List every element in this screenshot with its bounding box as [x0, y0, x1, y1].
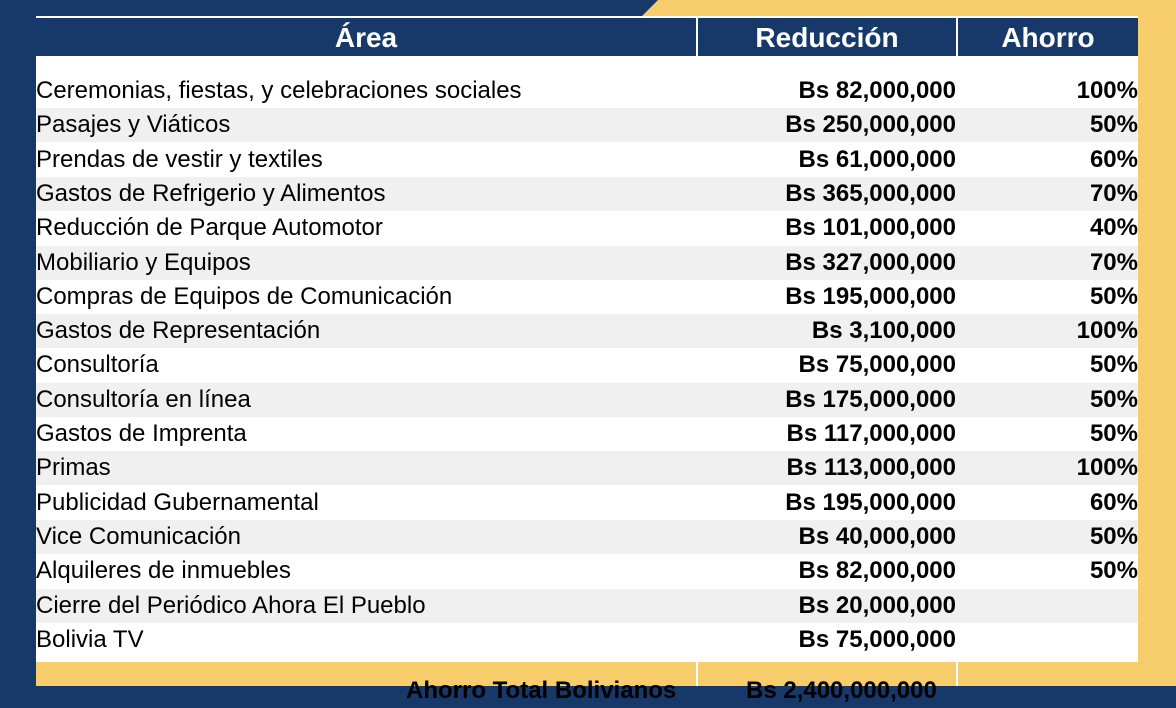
cell-ahorro: 100%	[1076, 77, 1138, 104]
cell-reduccion: Bs 75,000,000	[798, 625, 956, 653]
cell-ahorro: 50%	[1089, 522, 1138, 550]
cell-reduccion: Bs 195,000,000	[785, 282, 956, 310]
table-row	[36, 486, 1138, 520]
cell-reduccion: Bs 75,000,000	[798, 351, 956, 379]
cell-ahorro: 50%	[1089, 111, 1138, 139]
total-divider	[696, 662, 698, 686]
cell-reduccion: Bs 101,000,000	[785, 214, 956, 242]
table-row	[36, 554, 1138, 588]
cell-area: Consultoría	[36, 351, 159, 379]
cell-area: Alquileres de inmuebles	[36, 557, 291, 585]
table-row	[36, 246, 1138, 280]
total-label: Ahorro Total Bolivianos	[406, 677, 677, 704]
background-top-accent	[642, 0, 1176, 16]
header-area: Área	[334, 22, 398, 53]
cell-area: Gastos de Representación	[36, 317, 321, 345]
cell-ahorro: 50%	[1089, 282, 1138, 310]
cell-ahorro: 100%	[1076, 454, 1138, 482]
cell-ahorro: 50%	[1089, 557, 1138, 585]
cell-area: Prendas de vestir y textiles	[36, 145, 323, 173]
cell-area: Vice Comunicación	[36, 522, 241, 550]
cell-ahorro: 50%	[1089, 420, 1138, 447]
table-row	[36, 417, 1138, 451]
table-header	[36, 16, 1138, 56]
header-reduccion: Reducción	[755, 22, 899, 53]
table-row	[36, 177, 1138, 211]
table-row	[36, 108, 1138, 142]
cell-area: Cierre del Periódico Ahora El Pueblo	[36, 591, 426, 619]
cell-area: Publicidad Gubernamental	[36, 488, 319, 516]
cell-area: Bolivia TV	[36, 625, 144, 653]
cell-ahorro: 70%	[1089, 248, 1138, 276]
cell-area: Ceremonias, fiestas, y celebraciones sociales	[36, 77, 522, 104]
cell-area: Consultoría en línea	[36, 385, 251, 413]
savings-table	[36, 16, 1138, 704]
cell-ahorro: 60%	[1089, 488, 1138, 516]
cell-area: Pasajes y Viáticos	[36, 111, 231, 139]
cell-area: Gastos de Imprenta	[36, 420, 247, 447]
table-row	[36, 383, 1138, 417]
total-value: Bs 2,400,000,000	[746, 677, 937, 704]
cell-reduccion: Bs 327,000,000	[785, 248, 956, 276]
cell-ahorro: 60%	[1089, 145, 1138, 173]
table-row	[36, 143, 1138, 177]
cell-reduccion: Bs 20,000,000	[798, 591, 956, 619]
cell-area: Mobiliario y Equipos	[36, 248, 251, 276]
cell-ahorro	[958, 623, 1138, 657]
cell-reduccion: Bs 61,000,000	[798, 145, 956, 173]
cell-ahorro	[958, 589, 1138, 623]
table-row	[36, 348, 1138, 382]
table-row	[36, 74, 1138, 108]
cell-reduccion: Bs 175,000,000	[785, 385, 956, 413]
table-row	[36, 314, 1138, 348]
cell-ahorro: 50%	[1089, 351, 1138, 379]
table-row	[36, 623, 1138, 657]
cell-ahorro: 100%	[1076, 317, 1138, 345]
table-row	[36, 520, 1138, 554]
table-row	[36, 451, 1138, 485]
cell-reduccion: Bs 82,000,000	[798, 557, 956, 585]
header-ahorro: Ahorro	[1001, 22, 1095, 53]
cell-reduccion: Bs 40,000,000	[798, 522, 956, 550]
cell-reduccion: Bs 250,000,000	[785, 111, 956, 139]
cell-reduccion: Bs 195,000,000	[785, 488, 956, 516]
cell-reduccion: Bs 365,000,000	[785, 179, 956, 207]
cell-reduccion: Bs 117,000,000	[786, 420, 956, 447]
total-divider	[956, 662, 958, 686]
cell-reduccion: Bs 113,000,000	[786, 454, 956, 482]
cell-area: Compras de Equipos de Comunicación	[36, 282, 453, 310]
table-row	[36, 280, 1138, 314]
background-left	[0, 0, 36, 686]
cell-reduccion: Bs 3,100,000	[811, 317, 956, 345]
cell-ahorro: 70%	[1089, 179, 1138, 207]
cell-area: Primas	[36, 454, 111, 482]
cell-reduccion: Bs 82,000,000	[798, 77, 956, 104]
cell-ahorro: 40%	[1089, 214, 1138, 242]
table-row	[36, 211, 1138, 245]
cell-ahorro: 50%	[1089, 385, 1138, 413]
background-right-accent	[1136, 0, 1176, 686]
cell-area: Reducción de Parque Automotor	[36, 214, 383, 242]
total-row	[36, 662, 1138, 704]
table-row	[36, 589, 1138, 623]
cell-area: Gastos de Refrigerio y Alimentos	[36, 179, 386, 207]
